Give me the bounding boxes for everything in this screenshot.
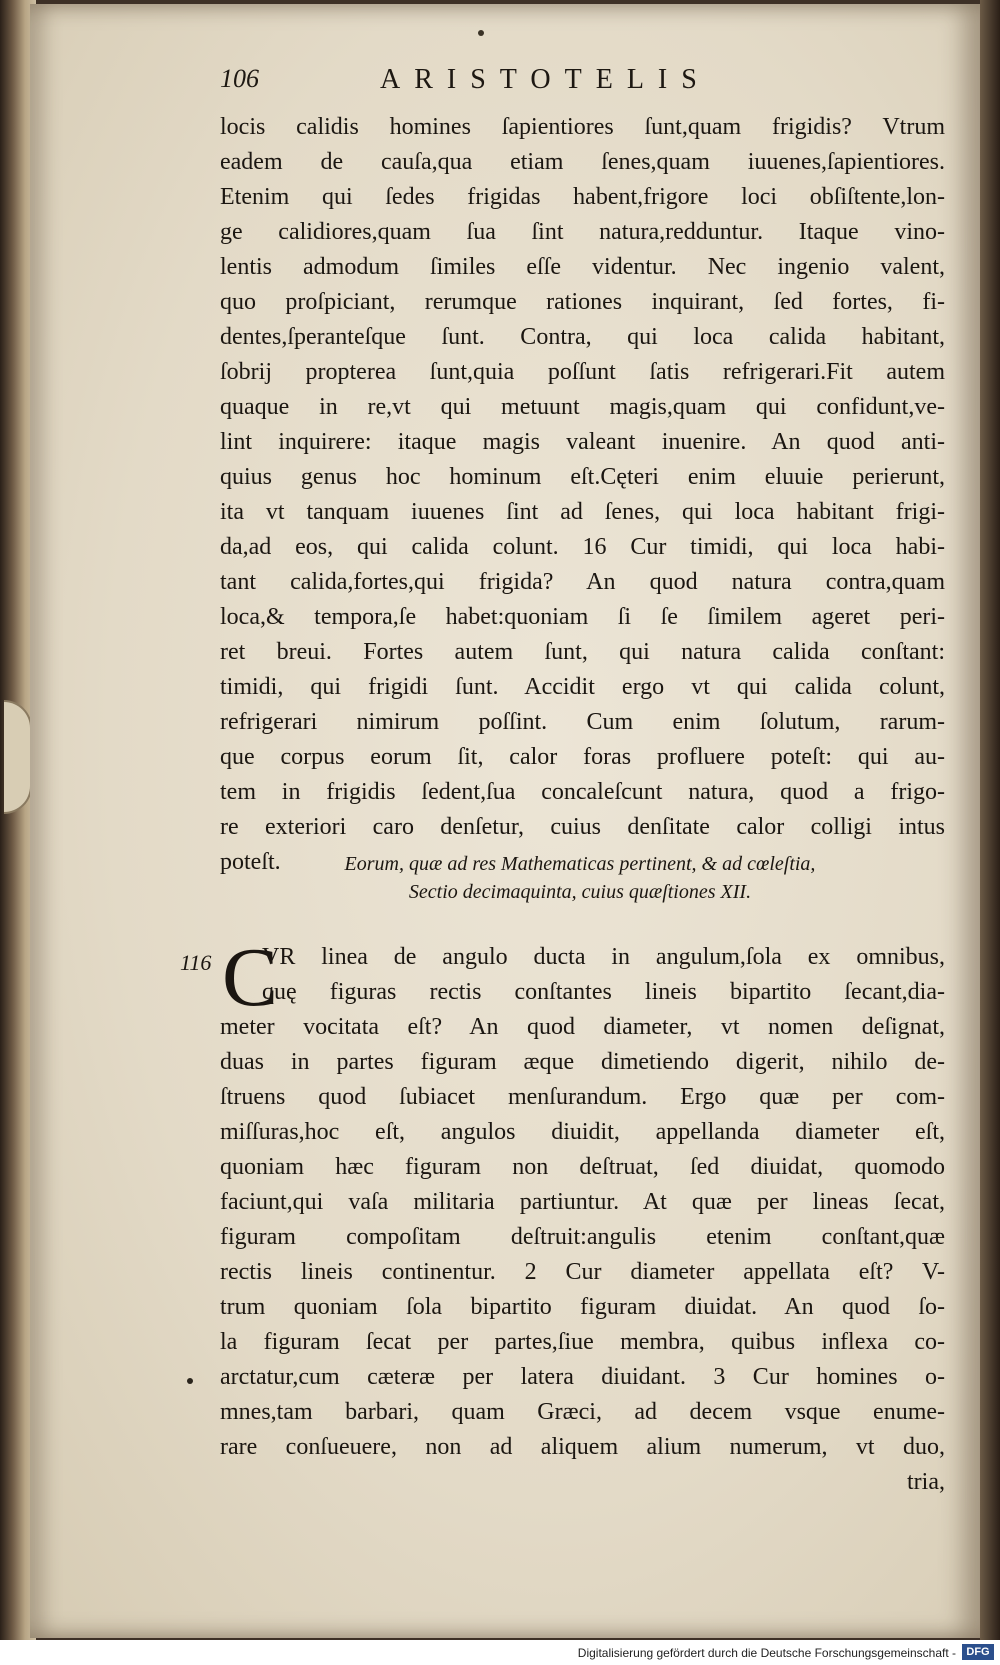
text-line: poteſt. [220,849,281,875]
text-line: que corpus eorum ſit, calor foras profluere poteſt: qui au- [220,744,945,770]
text-line: ſobrij propterea ſunt,quia poſſunt ſatis refrigerari.Fit autem [220,359,945,385]
margin-number: 116 [180,950,212,975]
text-line: refrigerari nimirum poſſint. Cum enim ſolutum, rarum- [220,709,945,735]
text-line: re exteriori caro denſetur, cuius denſitate calor colligi intus [220,814,945,840]
catchword: tria, [907,1469,945,1495]
text-line: rare conſueuere, non ad aliquem alium numerum, vt duo, [220,1434,945,1460]
dfg-logo: DFG [962,1644,994,1660]
text-line: quo proſpiciant, rerumque rationes inquirant, ſed fortes, fi- [220,289,945,315]
text-line: ge calidiores,quam ſua ſint natura,redduntur. Itaque vino- [220,219,945,245]
section-heading [280,850,880,906]
text-line: duas in partes figuram æque dimetiendo digerit, nihilo de- [220,1049,945,1075]
text-line: tem in frigidis ſedent,ſua concaleſcunt natura, quod a frigo- [220,779,945,805]
page-header [220,64,940,104]
text-line: ſtruens quod ſubiacet menſurandum. Ergo quæ per com- [220,1084,945,1110]
footer-bar [0,1640,1000,1665]
text-line: timidi, qui frigidi ſunt. Accidit ergo vt qui calida colunt, [220,674,945,700]
text-line: tant calida,fortes,qui frigida? An quod natura contra,quam [220,569,945,595]
text-line: da,ad eos, qui calida colunt. 16 Cur timidi, qui loca habi- [220,534,945,560]
page-tab [4,700,32,814]
ink-spot [478,30,484,36]
paragraph-one [220,110,945,880]
text-line: ita vt tanquam iuuenes ſint ad ſenes, qui loca habitant frigi- [220,499,945,525]
text-line: ret breui. Fortes autem ſunt, qui natura calida conſtant: [220,639,945,665]
book-right-edge [980,0,1000,1640]
text-line: la figuram ſecat per partes,ſiue membra, quibus inflexa co- [220,1329,945,1355]
text-line: loca,& tempora,ſe habet:quoniam ſi ſe ſimilem ageret peri- [220,604,945,630]
text-line: lentis admodum ſimiles eſſe videntur. Nec ingenio valent, [220,254,945,280]
footer-credit: Digitalisierung gefördert durch die Deutsche Forschungsgemeinschaft - [577,1646,956,1660]
text-line: Etenim qui ſedes frigidas habent,frigore loci obſiſtente,lon- [220,184,945,210]
text-line: miſſuras,hoc eſt, angulos diuidit, appellanda diameter eſt, [220,1119,945,1145]
text-line: locis calidis homines ſapientiores ſunt,quam frigidis? Vtrum [220,114,945,140]
section-heading-line: Eorum, quæ ad res Mathematicas pertinent, & ad cœleſtia, [344,853,816,875]
text-line: arctatur,cum cæteræ per latera diuidant. 3 Cur homines o- [220,1364,945,1390]
margin-mark [187,1378,193,1384]
text-line: quę figuras rectis conſtantes lineis bipartito ſecant,dia- [262,979,945,1005]
text-line: faciunt,qui vaſa militaria partiuntur. At quæ per lineas ſecat, [220,1189,945,1215]
drop-cap: C [222,931,279,1024]
text-line: lint inquirere: itaque magis valeant inuenire. An quod anti- [220,429,945,455]
text-line: quoniam hæc figuram non deſtruat, ſed diuidat, quomodo [220,1154,945,1180]
text-line: dentes,ſperanteſque ſunt. Contra, qui loca calida habitant, [220,324,945,350]
text-line: mnes,tam barbari, quam Græci, ad decem vsque enume- [220,1399,945,1425]
text-line: trum quoniam ſola bipartito figuram diuidat. An quod ſo- [220,1294,945,1320]
text-line: VR linea de angulo ducta in angulum,ſola ex omnibus, [262,944,945,970]
paragraph-two [220,940,945,1500]
section-heading-line: Sectio decimaquinta, cuius quæſtiones XII. [408,881,752,903]
text-line: quaque in re,vt qui metuunt magis,quam qui confidunt,ve- [220,394,945,420]
text-line: eadem de cauſa,qua etiam ſenes,quam iuuenes,ſapientiores. [220,149,945,175]
text-line: meter vocitata eſt? An quod diameter, vt nomen deſignat, [220,1014,945,1040]
text-line: rectis lineis continentur. 2 Cur diameter appellata eſt? V- [220,1259,945,1285]
running-title: ARISTOTELIS [380,64,711,95]
text-line: figuram compoſitam deſtruit:angulis etenim conſtant,quæ [220,1224,945,1250]
text-line: quius genus hoc hominum eſt.Cęteri enim eluuie perierunt, [220,464,945,490]
page-number: 106 [220,64,259,93]
